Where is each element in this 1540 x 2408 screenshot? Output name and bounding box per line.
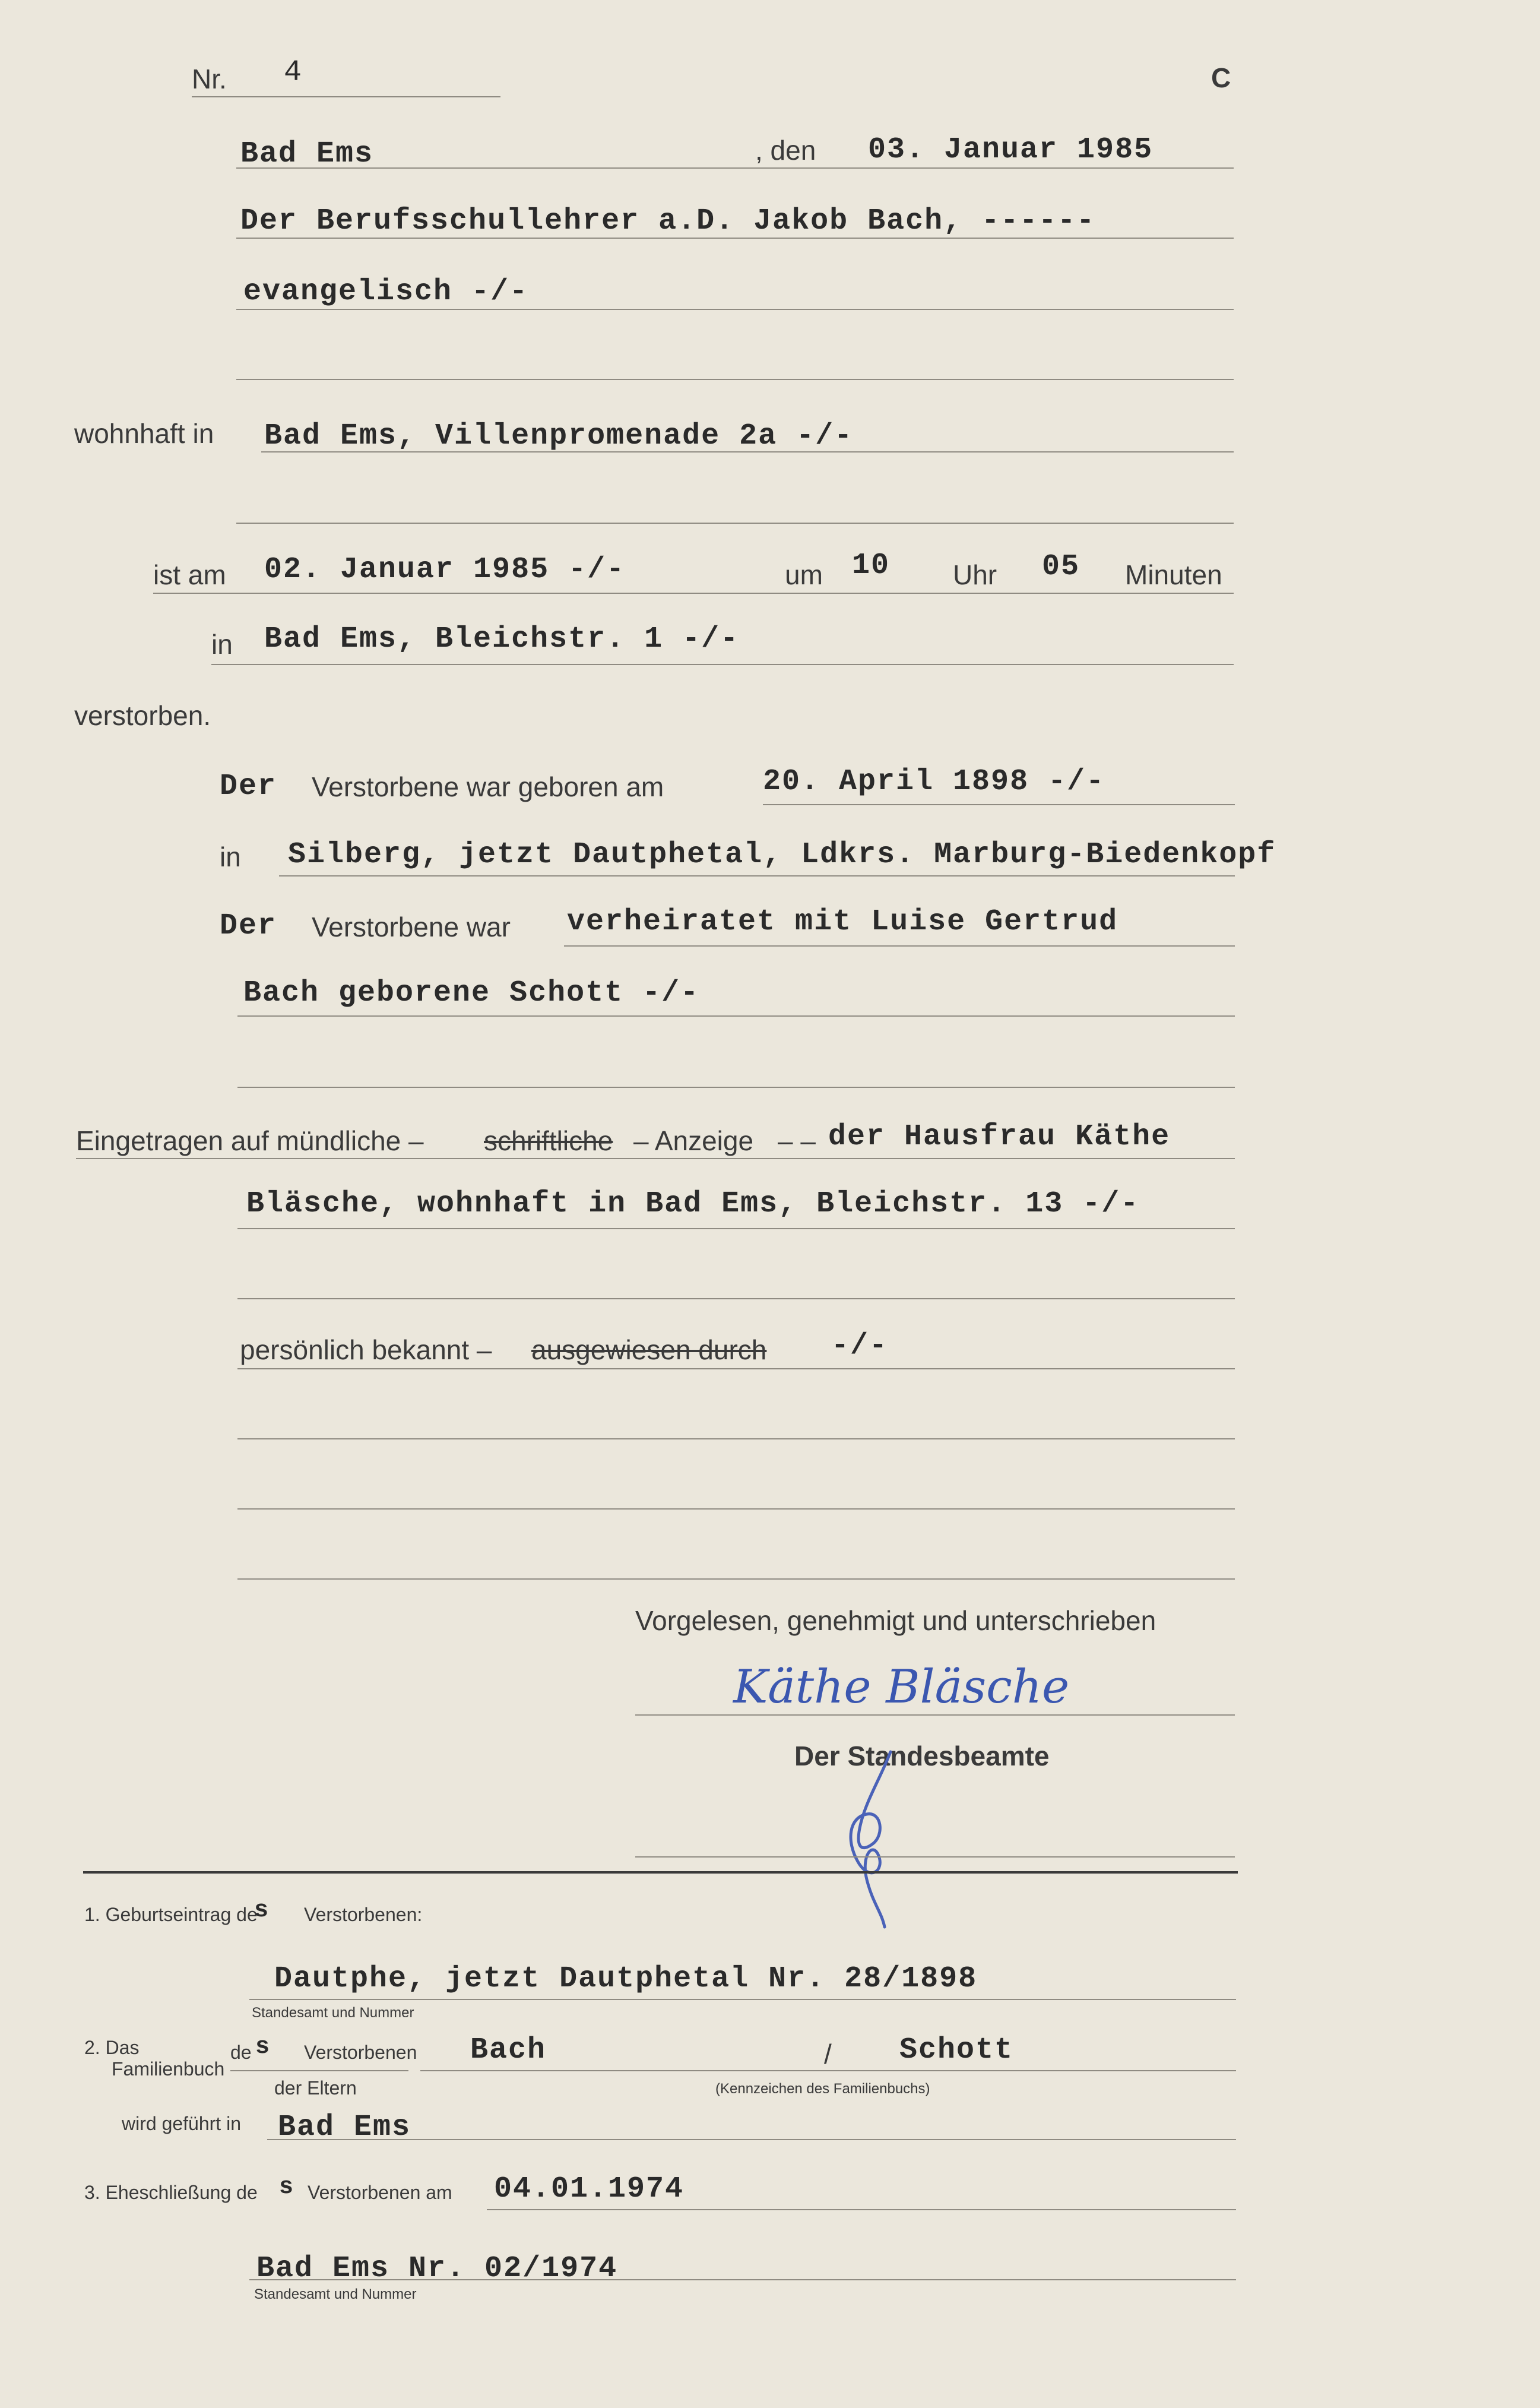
birth-label: Verstorbene war geboren am bbox=[312, 771, 664, 802]
item2-de: de bbox=[230, 2042, 252, 2063]
nr-value: 4 bbox=[284, 56, 303, 90]
read-approved-text: Vorgelesen, genehmigt und unterschrieben bbox=[635, 1605, 1156, 1636]
marital-line-2: Bach geborene Schott -/- bbox=[243, 976, 700, 1010]
death-date: 02. Januar 1985 -/- bbox=[264, 553, 626, 587]
item2-rule bbox=[420, 2070, 1236, 2071]
um-label: um bbox=[785, 559, 823, 590]
entry-label-1: Eingetragen auf mündliche – bbox=[76, 1125, 424, 1156]
item1-label-a: 1. Geburtseintrag de bbox=[84, 1904, 258, 1925]
entry-line-2: Bläsche, wohnhaft in Bad Ems, Bleichstr. 13 -/- bbox=[246, 1187, 1140, 1221]
minuten-label: Minuten bbox=[1125, 559, 1222, 590]
nr-line bbox=[192, 96, 500, 97]
item2-caption: (Kennzeichen des Familienbuchs) bbox=[715, 2081, 930, 2097]
item2-name-2: Schott bbox=[899, 2033, 1014, 2067]
marital-der: Der bbox=[220, 909, 277, 943]
registrar-signature-rule bbox=[635, 1856, 1235, 1858]
signature-rule bbox=[635, 1714, 1235, 1716]
birth-der: Der bbox=[220, 770, 277, 803]
registrar-label: Der Standesbeamte bbox=[794, 1741, 1050, 1771]
ist-am-label: ist am bbox=[153, 559, 226, 590]
item2-bracket-rule bbox=[230, 2070, 408, 2071]
item2-eltern: der Eltern bbox=[274, 2077, 357, 2099]
item2-wird-label: wird geführt in bbox=[122, 2113, 241, 2134]
residence-value: Bad Ems, Villenpromenade 2a -/- bbox=[264, 419, 854, 453]
item2-label: Verstorbenen bbox=[304, 2042, 417, 2063]
item1-caption: Standesamt und Nummer bbox=[252, 2005, 414, 2021]
marital-label: Verstorbene war bbox=[312, 912, 511, 942]
identity-rule bbox=[237, 1368, 1235, 1369]
marital-line-1: verheiratet mit Luise Gertrud bbox=[567, 905, 1118, 939]
entry-label-dash: – – bbox=[778, 1125, 816, 1156]
birth-date-rule bbox=[763, 804, 1235, 805]
item3-label-a: 3. Eheschließung de bbox=[84, 2182, 258, 2203]
nr-label: Nr. bbox=[192, 64, 227, 94]
marital-rule-1 bbox=[564, 945, 1235, 947]
place-value: Bad Ems bbox=[240, 137, 374, 171]
item2-place-rule bbox=[267, 2139, 1236, 2140]
entry-line-1: der Hausfrau Käthe bbox=[828, 1120, 1171, 1154]
item2-slash: / bbox=[824, 2039, 832, 2070]
birth-date: 20. April 1898 -/- bbox=[763, 765, 1105, 799]
den-label: , den bbox=[755, 135, 816, 166]
declarant-line-1: Der Berufsschullehrer a.D. Jakob Bach, ------ bbox=[240, 204, 1096, 238]
birth-in-label: in bbox=[220, 841, 241, 872]
identity-label: persönlich bekannt – bbox=[240, 1334, 492, 1365]
date-value: 03. Januar 1985 bbox=[868, 133, 1154, 167]
declarant-signature: Käthe Bläsche bbox=[733, 1660, 1070, 1714]
death-place-rule bbox=[211, 664, 1234, 665]
death-hour: 10 bbox=[852, 549, 891, 583]
blank-rule-6 bbox=[237, 1508, 1235, 1510]
declarant-line-2: evangelisch -/- bbox=[243, 275, 529, 309]
place-date-line bbox=[236, 167, 1234, 169]
item2-num-b: Familienbuch bbox=[112, 2058, 225, 2080]
entry-label-2: – Anzeige bbox=[633, 1125, 754, 1156]
declarant-line-2-rule bbox=[236, 309, 1234, 310]
birth-place-rule bbox=[279, 875, 1235, 877]
item3-date: 04.01.1974 bbox=[494, 2172, 685, 2206]
blank-rule-1 bbox=[236, 379, 1234, 380]
item3-s: s bbox=[279, 2174, 295, 2201]
item3-label-b: Verstorbenen am bbox=[308, 2182, 452, 2203]
blank-rule-2 bbox=[236, 523, 1234, 524]
item2-name-1: Bach bbox=[470, 2033, 547, 2067]
entry-rule-2 bbox=[237, 1228, 1235, 1229]
blank-rule-4 bbox=[237, 1298, 1235, 1299]
item3-caption: Standesamt und Nummer bbox=[254, 2286, 417, 2302]
identity-value: -/- bbox=[831, 1329, 889, 1363]
item2-num-a: 2. Das bbox=[84, 2037, 140, 2058]
verstorben-label: verstorben. bbox=[74, 700, 211, 731]
death-in-label: in bbox=[211, 629, 233, 660]
item3-rule bbox=[249, 2279, 1236, 2280]
blank-rule-3 bbox=[237, 1087, 1235, 1088]
item3-value: Bad Ems Nr. 02/1974 bbox=[256, 2252, 618, 2286]
death-minutes: 05 bbox=[1042, 550, 1080, 584]
residence-label: wohnhaft in bbox=[74, 418, 214, 449]
declarant-line-1-rule bbox=[236, 238, 1234, 239]
identity-struck: ausgewiesen durch bbox=[531, 1334, 767, 1365]
entry-label-struck: schriftliche bbox=[484, 1125, 613, 1156]
blank-rule-7 bbox=[237, 1578, 1235, 1580]
death-place: Bad Ems, Bleichstr. 1 -/- bbox=[264, 622, 740, 656]
item2-place: Bad Ems bbox=[278, 2110, 411, 2144]
residence-rule bbox=[261, 451, 1234, 453]
item3-date-rule bbox=[487, 2209, 1236, 2210]
death-time-rule bbox=[153, 593, 1234, 594]
entry-rule-1 bbox=[76, 1158, 1235, 1159]
registrar-signature bbox=[825, 1734, 920, 1936]
item1-label-b: Verstorbenen: bbox=[304, 1904, 423, 1925]
birth-place: Silberg, jetzt Dautphetal, Ldkrs. Marburg-Biedenkopf bbox=[288, 838, 1276, 872]
item1-value: Dautphe, jetzt Dautphetal Nr. 28/1898 bbox=[274, 1962, 978, 1996]
blank-rule-5 bbox=[237, 1438, 1235, 1439]
item1-rule bbox=[249, 1999, 1236, 2000]
footer-separator bbox=[83, 1871, 1238, 1874]
item1-s: s bbox=[254, 1897, 270, 1924]
series-letter: C bbox=[1211, 62, 1231, 93]
marital-rule-2 bbox=[237, 1015, 1235, 1017]
uhr-label: Uhr bbox=[953, 559, 997, 590]
item2-s: s bbox=[255, 2034, 271, 2061]
